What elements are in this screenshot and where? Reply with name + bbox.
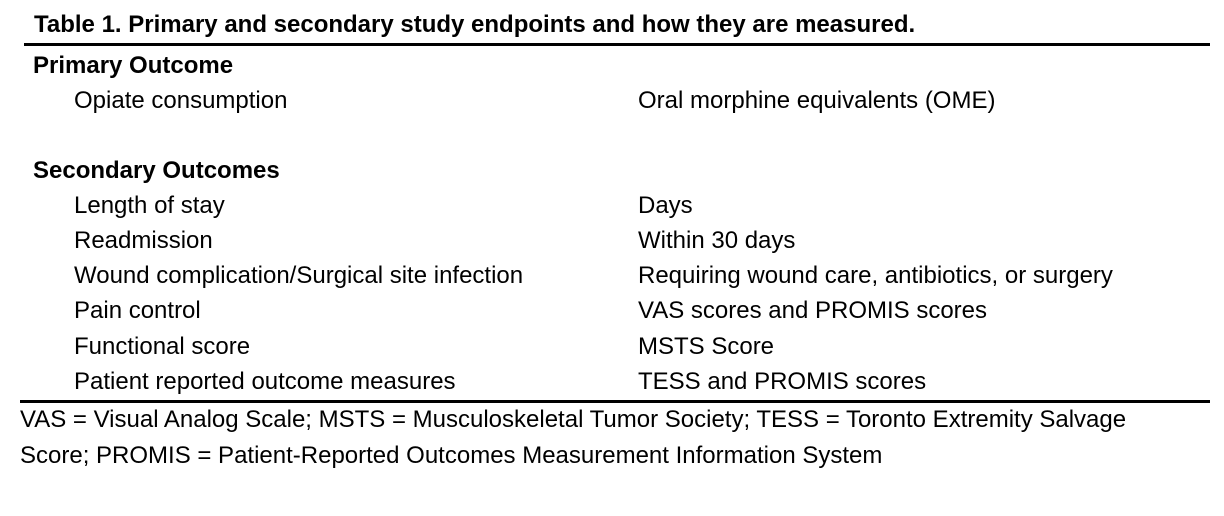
table-caption: Table 1. Primary and secondary study endpoints and how they are measured.: [34, 11, 916, 38]
table-row: [0, 293, 1224, 328]
endpoint-cell: Readmission: [74, 227, 213, 254]
secondary-outcomes-heading: Secondary Outcomes: [33, 157, 280, 184]
table-row: [0, 188, 1224, 223]
table-row: [0, 83, 1224, 118]
table-footnote: VAS = Visual Analog Scale; MSTS = Musculoskeletal Tumor Society; TESS = Toronto Extremity Salvage Score; PROMIS = Patient-Reported Outcomes Measurement Information System: [20, 406, 1127, 469]
secondary-outcomes-heading-row: [0, 153, 1224, 188]
table-row: [0, 223, 1224, 258]
endpoint-cell: Pain control: [74, 297, 201, 324]
table-row: [0, 364, 1224, 399]
measure-cell: Within 30 days: [638, 227, 796, 254]
endpoint-cell: Wound complication/Surgical site infection: [74, 262, 524, 289]
primary-outcome-heading-row: [0, 48, 1224, 83]
table-row: [0, 258, 1224, 293]
measure-cell: Oral morphine equivalents (OME): [638, 87, 996, 114]
primary-outcome-heading: Primary Outcome: [33, 52, 234, 79]
table-row: [0, 329, 1224, 364]
endpoint-cell: Patient reported outcome measures: [74, 368, 456, 395]
measure-cell: Requiring wound care, antibiotics, or surgery: [638, 262, 1113, 289]
measure-cell: Days: [638, 192, 693, 219]
endpoint-cell: Length of stay: [74, 192, 225, 219]
measure-cell: TESS and PROMIS scores: [638, 368, 927, 395]
endpoint-cell: Functional score: [74, 333, 251, 360]
measure-cell: VAS scores and PROMIS scores: [638, 297, 988, 324]
endpoint-cell: Opiate consumption: [74, 87, 288, 114]
table-top-rule: [24, 43, 1210, 46]
measure-cell: MSTS Score: [638, 333, 775, 360]
